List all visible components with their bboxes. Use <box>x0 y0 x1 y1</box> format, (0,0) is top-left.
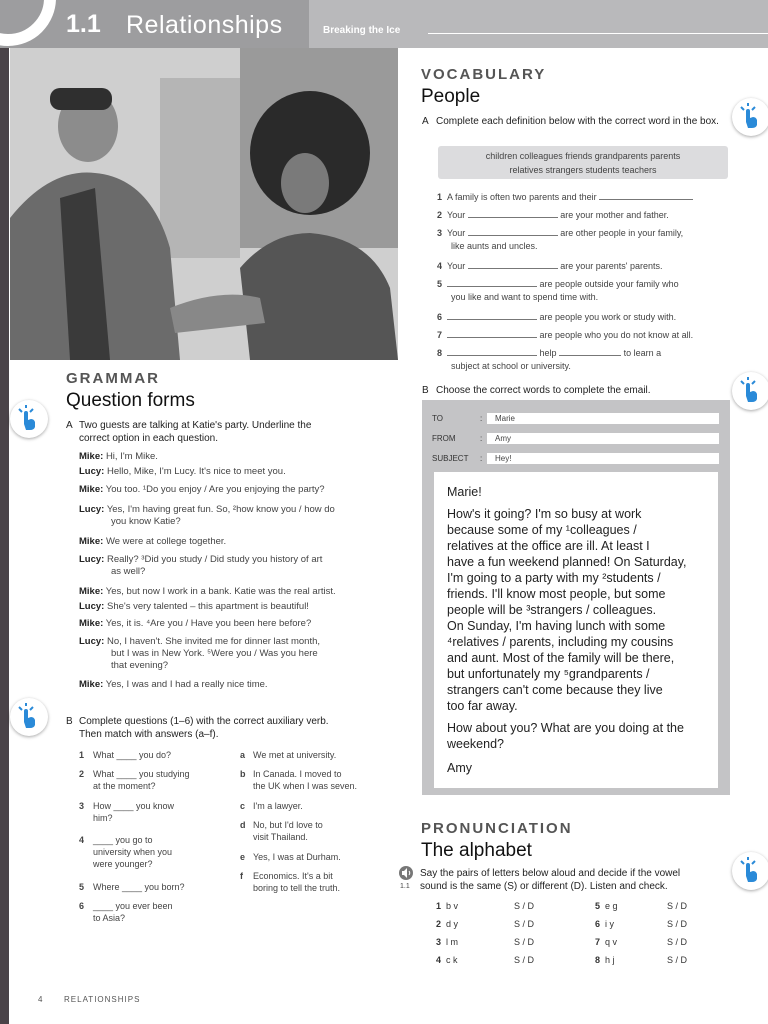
dialogue-line: Mike: Yes, but now I work in a bank. Katie was the real artist. <box>79 586 336 597</box>
answer-b: b In Canada. I moved to the UK when I was seven. <box>240 769 358 791</box>
dialogue-line: Mike: We were at college together. <box>79 536 227 547</box>
answer-e: e Yes, I was at Durham. <box>240 852 341 862</box>
email-subject-field[interactable]: Hey! <box>487 453 719 464</box>
pron-item-6: 6 i y S / D <box>595 919 688 929</box>
sd-choice[interactable]: S / D <box>667 955 688 965</box>
vocab-item-1 <box>437 191 693 203</box>
email-line: ⁴relatives / parents, including my cousins <box>447 635 674 649</box>
sd-choice[interactable]: S / D <box>514 937 535 947</box>
email-from-field[interactable]: Amy <box>487 433 719 444</box>
audio-track-number: 1.1 <box>400 883 410 890</box>
item-text: are people you work or study with. <box>539 312 677 322</box>
header-tab <box>309 0 768 48</box>
vocab-item-4 <box>437 260 663 272</box>
people-photo <box>10 48 398 360</box>
pron-item-5: 5 e g S / D <box>595 901 688 911</box>
item-text: Your <box>447 210 466 220</box>
email-line: How's it going? I'm so busy at work <box>447 507 642 521</box>
dialogue-line: Lucy: Yes, I'm having great fun. So, ²how know you / how do <box>79 504 335 515</box>
email-line: I'm going to a party with my ²students / <box>447 571 661 585</box>
pron-item-4: 4 c k S / D <box>436 955 535 965</box>
dialogue-line: but I was in New York. ⁵Were you / Was you here <box>111 648 318 659</box>
answer-a: a We met at university. <box>240 750 337 760</box>
answer-blank[interactable] <box>559 347 621 356</box>
pron-item-2: 2 d y S / D <box>436 919 535 929</box>
item-text: are your parents' parents. <box>560 261 663 271</box>
sd-choice[interactable]: S / D <box>667 901 688 911</box>
sd-choice[interactable]: S / D <box>514 901 535 911</box>
page-number: 4 <box>38 995 43 1004</box>
pron-item-3: 3 l m S / D <box>436 937 535 947</box>
pronunciation-title: The alphabet <box>421 840 532 861</box>
email-line: but unfortunately my ⁵grandparents / <box>447 667 650 681</box>
vocab-item-2 <box>437 209 669 221</box>
pron-item-7: 7 q v S / D <box>595 937 688 947</box>
hand-tap-icon[interactable] <box>732 372 768 410</box>
grammar-b-instruction-1: Complete questions (1–6) with the correct auxiliary verb. <box>79 716 329 727</box>
vocabulary-title: People <box>421 86 481 107</box>
vocab-a-letter: A <box>422 116 429 127</box>
dialogue-line: Mike: You too. ¹Do you enjoy / Are you enjoying the party? <box>79 484 325 495</box>
unit-number: 1.1 <box>66 10 101 38</box>
dialogue-line: as well? <box>111 566 146 577</box>
answer-blank[interactable] <box>468 209 558 218</box>
email-paragraph-1 <box>447 506 715 714</box>
answer-blank[interactable] <box>447 329 537 338</box>
email-line: because some of my ¹colleagues / <box>447 523 637 537</box>
item-text: to learn a <box>623 348 662 358</box>
vocab-item-5-cont: you like and want to spend time with. <box>451 292 599 302</box>
hand-tap-icon[interactable] <box>732 852 768 890</box>
pronunciation-instruction-2: sound is the same (S) or different (D). Listen and check. <box>420 881 668 892</box>
dialogue-line: Lucy: Really? ³Did you study / Did study you history of art <box>79 554 323 565</box>
vocab-item-5 <box>437 278 679 290</box>
vocab-b-letter: B <box>422 385 429 396</box>
grammar-a-instruction-1: Two guests are talking at Katie's party. Underline the <box>79 420 312 431</box>
item-number: 2 <box>437 210 443 220</box>
email-line: On Sunday, I'm having lunch with some <box>447 619 666 633</box>
sd-choice[interactable]: S / D <box>514 919 535 929</box>
hand-tap-icon[interactable] <box>732 98 768 136</box>
item-text: help <box>539 348 557 358</box>
pron-item-1: 1 b v S / D <box>436 901 535 911</box>
email-from-label: FROM <box>432 434 456 443</box>
grammar-b-letter: B <box>66 716 73 727</box>
vocab-item-6 <box>437 311 676 323</box>
vocab-item-7 <box>437 329 693 341</box>
email-line: relatives at the office are ill. At least I <box>447 539 650 553</box>
item-text: Your <box>447 261 466 271</box>
question-2: 2 What ____ you studying at the moment? <box>79 769 190 791</box>
vocab-item-3-cont: like aunts and uncles. <box>451 241 538 251</box>
vocab-item-3 <box>437 227 683 239</box>
answer-blank[interactable] <box>599 191 693 200</box>
grammar-a-instruction-2: correct option in each question. <box>79 433 218 444</box>
answer-c: c I'm a lawyer. <box>240 801 303 811</box>
question-1: 1 What ____ you do? <box>79 750 172 760</box>
email-line: weekend? <box>447 737 504 751</box>
word-box-line-2: relatives strangers students teachers <box>509 165 657 175</box>
grammar-title: Question forms <box>66 390 195 411</box>
email-signoff: Amy <box>447 761 472 775</box>
dialogue-line: Mike: Yes, I was and I had a really nice time. <box>79 679 268 690</box>
answer-blank[interactable] <box>447 311 537 320</box>
hand-tap-icon[interactable] <box>10 400 48 438</box>
email-line: and aunt. Most of the family will be there, <box>447 651 675 665</box>
email-to-field[interactable]: Marie <box>487 413 719 424</box>
answer-f: f Economics. It's a bit boring to tell the truth. <box>240 871 341 893</box>
grammar-kicker: GRAMMAR <box>66 370 160 387</box>
pronunciation-kicker: PRONUNCIATION <box>421 820 573 837</box>
email-line: people will be ³strangers / colleagues. <box>447 603 657 617</box>
speaker-icon[interactable] <box>399 866 413 880</box>
sd-choice[interactable]: S / D <box>667 919 688 929</box>
vocab-item-8 <box>437 347 661 359</box>
footer-section: RELATIONSHIPS <box>64 995 141 1004</box>
vocab-item-8-cont: subject at school or university. <box>451 361 571 371</box>
vocab-b-instruction: Choose the correct words to complete the email. <box>436 385 651 396</box>
sd-choice[interactable]: S / D <box>667 937 688 947</box>
item-number: 8 <box>437 348 443 358</box>
item-text: are your mother and father. <box>560 210 669 220</box>
grammar-a-letter: A <box>66 420 73 431</box>
sd-choice[interactable]: S / D <box>514 955 535 965</box>
answer-d: d No, but I'd love to visit Thailand. <box>240 820 323 842</box>
item-number: 5 <box>437 279 443 289</box>
question-5: 5 Where ____ you born? <box>79 882 185 892</box>
left-edge-bar <box>0 0 9 1024</box>
pronunciation-instruction-1: Say the pairs of letters below aloud and decide if the vowel <box>420 868 681 879</box>
grammar-b-instruction-2: Then match with answers (a–f). <box>79 729 219 740</box>
vocab-a-instruction: Complete each definition below with the correct word in the box. <box>436 116 719 127</box>
vocabulary-kicker: VOCABULARY <box>421 66 547 83</box>
dialogue-line: Lucy: No, I haven't. She invited me for dinner last month, <box>79 636 321 647</box>
email-line: have a fun weekend planned! On Saturday, <box>447 555 687 569</box>
email-colon: : <box>480 454 483 463</box>
item-text: are people outside your family who <box>539 279 679 289</box>
dialogue-line: you know Katie? <box>111 516 181 527</box>
item-text: are people who you do not know at all. <box>539 330 694 340</box>
answer-blank[interactable] <box>468 260 558 269</box>
item-text: A family is often two parents and their <box>447 192 597 202</box>
answer-blank[interactable] <box>447 278 537 287</box>
hand-tap-icon[interactable] <box>10 698 48 736</box>
email-colon: : <box>480 434 483 443</box>
item-number: 7 <box>437 330 443 340</box>
email-line: too far away. <box>447 699 518 713</box>
email-colon: : <box>480 414 483 423</box>
email-line: strangers can't come because they live <box>447 683 663 697</box>
word-box-line-1: children colleagues friends grandparents parents <box>485 151 681 161</box>
email-to-label: TO <box>432 414 443 423</box>
question-3: 3 How ____ you know him? <box>79 801 175 823</box>
item-number: 1 <box>437 192 443 202</box>
photo-illustration <box>10 48 398 360</box>
answer-blank[interactable] <box>447 347 537 356</box>
dialogue-line: Mike: Yes, it is. ⁴Are you / Have you been here before? <box>79 618 312 629</box>
email-subject-label: SUBJECT <box>432 454 469 463</box>
pron-item-8: 8 h j S / D <box>595 955 688 965</box>
dialogue-line: Lucy: She's very talented – this apartment is beautiful! <box>79 601 309 612</box>
question-4: 4 ____ you go to university when you were younger? <box>79 835 173 869</box>
header-rule <box>428 33 768 34</box>
answer-blank[interactable] <box>468 227 558 236</box>
dialogue-line: Mike: Hi, I'm Mike. <box>79 451 158 462</box>
dialogue <box>79 451 389 693</box>
item-number: 3 <box>437 228 443 238</box>
item-number: 4 <box>437 261 443 271</box>
email-line: How about you? What are you doing at the <box>447 721 684 735</box>
item-text: Your <box>447 228 466 238</box>
email-paragraph-2 <box>447 720 715 752</box>
dialogue-line: that evening? <box>111 660 169 671</box>
email-line: friends. I'll know most people, but some <box>447 587 666 601</box>
unit-title: Relationships <box>126 11 283 39</box>
item-text: are other people in your family, <box>560 228 684 238</box>
email-greeting: Marie! <box>447 485 482 499</box>
question-6: 6 ____ you ever been to Asia? <box>79 901 173 923</box>
unit-subtitle: Breaking the Ice <box>323 25 401 36</box>
dialogue-line: Lucy: Hello, Mike, I'm Lucy. It's nice to meet you. <box>79 466 286 477</box>
item-number: 6 <box>437 312 443 322</box>
